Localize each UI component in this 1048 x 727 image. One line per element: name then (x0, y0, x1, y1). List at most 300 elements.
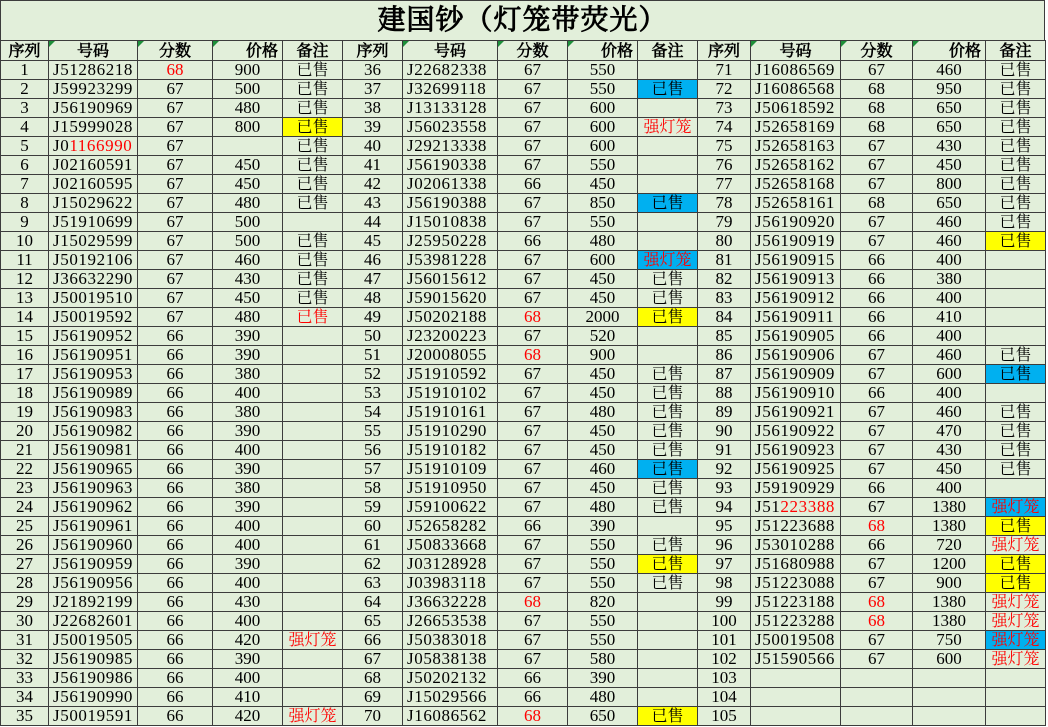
cell-note (986, 479, 1046, 498)
cell-note (283, 460, 343, 479)
cell-seq: 63 (343, 574, 403, 593)
cell-seq: 70 (343, 707, 403, 726)
cell-score: 66 (138, 612, 213, 631)
cell-code: J23200223 (403, 327, 498, 346)
cell-note (986, 384, 1046, 403)
green-triangle-icon (841, 41, 847, 47)
cell-note: 已售 (283, 308, 343, 327)
cell-price: 900 (913, 574, 986, 593)
cell-note (986, 707, 1046, 726)
cell-score: 67 (498, 251, 568, 270)
cell-note (283, 574, 343, 593)
table-row (1, 574, 1046, 593)
cell-note (986, 270, 1046, 289)
cell-seq: 20 (1, 422, 49, 441)
cell-score: 66 (138, 403, 213, 422)
cell-code: J59190929 (751, 479, 841, 498)
cell-code: J50019591 (49, 707, 138, 726)
cell-seq: 72 (698, 80, 751, 99)
table-row (1, 517, 1046, 536)
cell-code: J56015612 (403, 270, 498, 289)
cell-score: 67 (498, 61, 568, 80)
cell-seq: 103 (698, 669, 751, 688)
cell-score: 66 (138, 327, 213, 346)
cell-seq: 24 (1, 498, 49, 517)
cell-price: 480 (568, 498, 638, 517)
cell-score: 67 (841, 156, 913, 175)
cell-price: 460 (913, 213, 986, 232)
cell-price (213, 137, 283, 156)
cell-code: J56190920 (751, 213, 841, 232)
cell-score: 67 (841, 574, 913, 593)
cell-note: 已售 (283, 251, 343, 270)
cell-code: J59100622 (403, 498, 498, 517)
cell-seq: 100 (698, 612, 751, 631)
code-part: 1166990 (69, 136, 133, 155)
cell-score: 66 (138, 346, 213, 365)
cell-price: 480 (568, 232, 638, 251)
cell-score: 67 (498, 365, 568, 384)
cell-score: 67 (841, 631, 913, 650)
cell-seq: 13 (1, 289, 49, 308)
cell-seq: 17 (1, 365, 49, 384)
cell-seq: 61 (343, 536, 403, 555)
cell-score: 67 (498, 403, 568, 422)
table-row (1, 251, 1046, 270)
cell-seq: 2 (1, 80, 49, 99)
cell-code: J16086562 (403, 707, 498, 726)
cell-code: J51910699 (49, 213, 138, 232)
cell-code: J03128928 (403, 555, 498, 574)
cell-seq: 98 (698, 574, 751, 593)
header-label: 分数 (860, 40, 893, 60)
cell-price: 550 (568, 631, 638, 650)
cell-seq: 69 (343, 688, 403, 707)
cell-score: 66 (841, 536, 913, 555)
cell-score: 67 (841, 555, 913, 574)
cell-price: 400 (213, 441, 283, 460)
cell-price: 600 (568, 137, 638, 156)
table-row (1, 308, 1046, 327)
cell-seq: 77 (698, 175, 751, 194)
cell-price: 460 (213, 251, 283, 270)
cell-score: 68 (138, 61, 213, 80)
cell-code: J56190985 (49, 650, 138, 669)
cell-seq: 56 (343, 441, 403, 460)
cell-code: J02061338 (403, 175, 498, 194)
cell-seq: 75 (698, 137, 751, 156)
cell-score: 67 (138, 251, 213, 270)
cell-note: 已售 (638, 574, 698, 593)
cell-seq: 3 (1, 99, 49, 118)
cell-code: J36632290 (49, 270, 138, 289)
cell-price: 450 (213, 289, 283, 308)
table-row (1, 80, 1046, 99)
cell-note (283, 213, 343, 232)
header-label: 价格 (600, 40, 633, 60)
table-row (1, 365, 1046, 384)
table-row (1, 213, 1046, 232)
table-row (1, 536, 1046, 555)
table-row (1, 612, 1046, 631)
cell-seq: 92 (698, 460, 751, 479)
cell-score: 66 (841, 289, 913, 308)
cell-price: 390 (568, 669, 638, 688)
cell-seq: 53 (343, 384, 403, 403)
cell-score: 67 (138, 194, 213, 213)
cell-price: 390 (213, 422, 283, 441)
cell-price: 550 (568, 536, 638, 555)
table-row (1, 593, 1046, 612)
cell-code: J50383018 (403, 631, 498, 650)
cell-seq: 21 (1, 441, 49, 460)
cell-code (751, 669, 841, 688)
cell-score: 67 (138, 80, 213, 99)
header-note (638, 41, 698, 61)
table-row (1, 118, 1046, 137)
cell-note: 已售 (986, 365, 1046, 384)
cell-note (283, 688, 343, 707)
cell-score: 67 (138, 118, 213, 137)
cell-price: 430 (213, 270, 283, 289)
cell-price: 460 (913, 61, 986, 80)
cell-seq: 82 (698, 270, 751, 289)
cell-note: 已售 (638, 441, 698, 460)
cell-price: 400 (913, 327, 986, 346)
cell-seq: 30 (1, 612, 49, 631)
cell-seq: 65 (343, 612, 403, 631)
cell-code: J56190960 (49, 536, 138, 555)
cell-note: 已售 (986, 99, 1046, 118)
cell-price: 400 (213, 574, 283, 593)
cell-price: 1380 (913, 517, 986, 536)
cell-note (283, 612, 343, 631)
cell-seq: 25 (1, 517, 49, 536)
cell-score: 68 (841, 194, 913, 213)
cell-score: 67 (498, 156, 568, 175)
cell-score: 67 (841, 441, 913, 460)
cell-seq: 93 (698, 479, 751, 498)
cell-score: 67 (498, 213, 568, 232)
cell-note: 已售 (638, 422, 698, 441)
cell-code: J51910161 (403, 403, 498, 422)
cell-note (283, 555, 343, 574)
cell-seq: 46 (343, 251, 403, 270)
cell-score: 67 (138, 213, 213, 232)
green-triangle-icon (568, 41, 574, 47)
cell-code: J50019508 (751, 631, 841, 650)
cell-price: 380 (213, 479, 283, 498)
cell-note: 强灯笼 (986, 498, 1046, 517)
cell-price: 720 (913, 536, 986, 555)
header-label: 价格 (245, 40, 278, 60)
cell-code: J56190965 (49, 460, 138, 479)
header-label: 序列 (356, 40, 389, 60)
header-row (1, 41, 1046, 61)
cell-score: 66 (138, 498, 213, 517)
cell-seq: 29 (1, 593, 49, 612)
cell-score: 66 (498, 232, 568, 251)
cell-seq: 8 (1, 194, 49, 213)
cell-seq: 36 (343, 61, 403, 80)
cell-code: J51680988 (751, 555, 841, 574)
cell-price: 800 (913, 175, 986, 194)
cell-code: J56190962 (49, 498, 138, 517)
cell-seq: 35 (1, 707, 49, 726)
cell-price: 500 (213, 213, 283, 232)
cell-code: J13133128 (403, 99, 498, 118)
cell-price: 1380 (913, 498, 986, 517)
cell-score: 67 (138, 156, 213, 175)
cell-seq: 89 (698, 403, 751, 422)
cell-seq: 10 (1, 232, 49, 251)
cell-price: 550 (568, 574, 638, 593)
cell-price: 650 (913, 118, 986, 137)
cell-price: 400 (213, 536, 283, 555)
cell-code: J56190905 (751, 327, 841, 346)
cell-note: 已售 (986, 156, 1046, 175)
cell-seq: 27 (1, 555, 49, 574)
cell-code: J56190983 (49, 403, 138, 422)
cell-code: J56190956 (49, 574, 138, 593)
table-row (1, 289, 1046, 308)
cell-note: 已售 (283, 137, 343, 156)
cell-note: 已售 (638, 194, 698, 213)
cell-code: J52658282 (403, 517, 498, 536)
cell-score: 66 (138, 688, 213, 707)
cell-note (283, 422, 343, 441)
cell-code: J03983118 (403, 574, 498, 593)
header-code (751, 41, 841, 61)
table-row (1, 688, 1046, 707)
cell-note: 强灯笼 (986, 631, 1046, 650)
cell-price: 400 (213, 612, 283, 631)
cell-price: 400 (913, 384, 986, 403)
cell-seq: 31 (1, 631, 49, 650)
cell-score: 67 (138, 308, 213, 327)
header-label: 备注 (651, 40, 684, 60)
cell-seq: 74 (698, 118, 751, 137)
cell-note: 已售 (283, 289, 343, 308)
cell-price: 2000 (568, 308, 638, 327)
cell-price: 1380 (913, 612, 986, 631)
header-price (213, 41, 283, 61)
cell-score: 68 (841, 517, 913, 536)
cell-note: 已售 (986, 194, 1046, 213)
table-row (1, 479, 1046, 498)
cell-code: J56190906 (751, 346, 841, 365)
cell-note: 已售 (283, 80, 343, 99)
table-row (1, 422, 1046, 441)
data-table (0, 40, 1046, 726)
cell-seq: 62 (343, 555, 403, 574)
cell-note (283, 593, 343, 612)
cell-seq: 32 (1, 650, 49, 669)
cell-code: J51910102 (403, 384, 498, 403)
cell-seq: 78 (698, 194, 751, 213)
header-seq (343, 41, 403, 61)
cell-seq: 28 (1, 574, 49, 593)
cell-score: 67 (841, 650, 913, 669)
cell-note (283, 536, 343, 555)
cell-score (841, 707, 913, 726)
cell-note (986, 327, 1046, 346)
cell-seq: 34 (1, 688, 49, 707)
cell-price: 450 (913, 156, 986, 175)
cell-note (638, 517, 698, 536)
table-row (1, 156, 1046, 175)
cell-price: 450 (568, 479, 638, 498)
cell-code: J51590566 (751, 650, 841, 669)
cell-seq: 67 (343, 650, 403, 669)
cell-code: J56190981 (49, 441, 138, 460)
cell-code: J15999028 (49, 118, 138, 137)
cell-score: 66 (138, 384, 213, 403)
table-row (1, 631, 1046, 650)
cell-code: J50019505 (49, 631, 138, 650)
cell-code: J15029622 (49, 194, 138, 213)
cell-score: 68 (841, 593, 913, 612)
cell-score: 68 (498, 346, 568, 365)
cell-price: 600 (913, 650, 986, 669)
cell-price: 450 (568, 175, 638, 194)
cell-code (751, 498, 841, 517)
cell-seq: 54 (343, 403, 403, 422)
cell-price: 400 (913, 289, 986, 308)
cell-price: 430 (213, 593, 283, 612)
cell-code: J56190961 (49, 517, 138, 536)
cell-score: 67 (841, 422, 913, 441)
cell-seq: 14 (1, 308, 49, 327)
cell-price: 450 (213, 156, 283, 175)
header-seq (1, 41, 49, 61)
cell-score: 67 (498, 137, 568, 156)
header-code (403, 41, 498, 61)
cell-price: 550 (568, 80, 638, 99)
header-price (913, 41, 986, 61)
table-row (1, 232, 1046, 251)
cell-seq: 105 (698, 707, 751, 726)
cell-note: 已售 (638, 365, 698, 384)
cell-code (49, 137, 138, 156)
cell-seq: 7 (1, 175, 49, 194)
cell-score: 67 (498, 536, 568, 555)
cell-price: 430 (913, 137, 986, 156)
cell-code: J51910182 (403, 441, 498, 460)
table-row (1, 441, 1046, 460)
cell-code: J50202188 (403, 308, 498, 327)
cell-price: 950 (913, 80, 986, 99)
cell-seq: 104 (698, 688, 751, 707)
cell-note (638, 327, 698, 346)
cell-price: 750 (913, 631, 986, 650)
cell-code: J52658168 (751, 175, 841, 194)
cell-note (638, 688, 698, 707)
cell-seq: 68 (343, 669, 403, 688)
header-label: 分数 (158, 40, 191, 60)
cell-score: 66 (138, 536, 213, 555)
cell-seq: 12 (1, 270, 49, 289)
cell-note: 已售 (986, 441, 1046, 460)
cell-code: J51286218 (49, 61, 138, 80)
cell-seq: 38 (343, 99, 403, 118)
cell-price: 550 (568, 156, 638, 175)
cell-note: 已售 (283, 61, 343, 80)
cell-seq: 48 (343, 289, 403, 308)
cell-note (283, 403, 343, 422)
cell-seq: 71 (698, 61, 751, 80)
cell-seq: 41 (343, 156, 403, 175)
cell-price: 800 (213, 118, 283, 137)
cell-seq: 66 (343, 631, 403, 650)
cell-note (283, 479, 343, 498)
cell-code: J56190923 (751, 441, 841, 460)
cell-score: 66 (138, 555, 213, 574)
cell-note (638, 593, 698, 612)
cell-code: J02160591 (49, 156, 138, 175)
table-row (1, 327, 1046, 346)
cell-seq: 33 (1, 669, 49, 688)
cell-code: J59923299 (49, 80, 138, 99)
cell-code: J56190910 (751, 384, 841, 403)
cell-score: 67 (841, 498, 913, 517)
header-label: 序列 (707, 40, 740, 60)
cell-note: 已售 (638, 555, 698, 574)
green-triangle-icon (49, 41, 55, 47)
header-label: 分数 (516, 40, 549, 60)
cell-score: 67 (841, 137, 913, 156)
cell-code: J25950228 (403, 232, 498, 251)
cell-code: J53010288 (751, 536, 841, 555)
cell-note: 已售 (986, 232, 1046, 251)
cell-seq: 52 (343, 365, 403, 384)
cell-note: 强灯笼 (986, 612, 1046, 631)
cell-score: 66 (138, 365, 213, 384)
cell-note (638, 346, 698, 365)
cell-seq: 101 (698, 631, 751, 650)
cell-code: J56190963 (49, 479, 138, 498)
cell-note: 已售 (638, 498, 698, 517)
cell-score: 66 (498, 175, 568, 194)
green-triangle-icon (403, 41, 409, 47)
table-row (1, 460, 1046, 479)
cell-score: 67 (498, 194, 568, 213)
header-score (841, 41, 913, 61)
cell-code: J56190959 (49, 555, 138, 574)
table-row (1, 99, 1046, 118)
cell-seq: 18 (1, 384, 49, 403)
cell-code: J36632228 (403, 593, 498, 612)
cell-code: J02160595 (49, 175, 138, 194)
cell-note: 已售 (283, 156, 343, 175)
cell-seq: 80 (698, 232, 751, 251)
cell-code: J56190982 (49, 422, 138, 441)
header-label: 号码 (779, 40, 812, 60)
cell-note: 已售 (638, 308, 698, 327)
cell-code: J52658163 (751, 137, 841, 156)
table-row (1, 270, 1046, 289)
cell-seq: 26 (1, 536, 49, 555)
cell-price: 480 (568, 688, 638, 707)
cell-score: 67 (498, 631, 568, 650)
cell-code: J56190969 (49, 99, 138, 118)
cell-price: 650 (568, 707, 638, 726)
cell-code: J15010838 (403, 213, 498, 232)
cell-note (638, 232, 698, 251)
cell-price: 480 (213, 194, 283, 213)
cell-code: J50833668 (403, 536, 498, 555)
cell-price: 600 (568, 99, 638, 118)
